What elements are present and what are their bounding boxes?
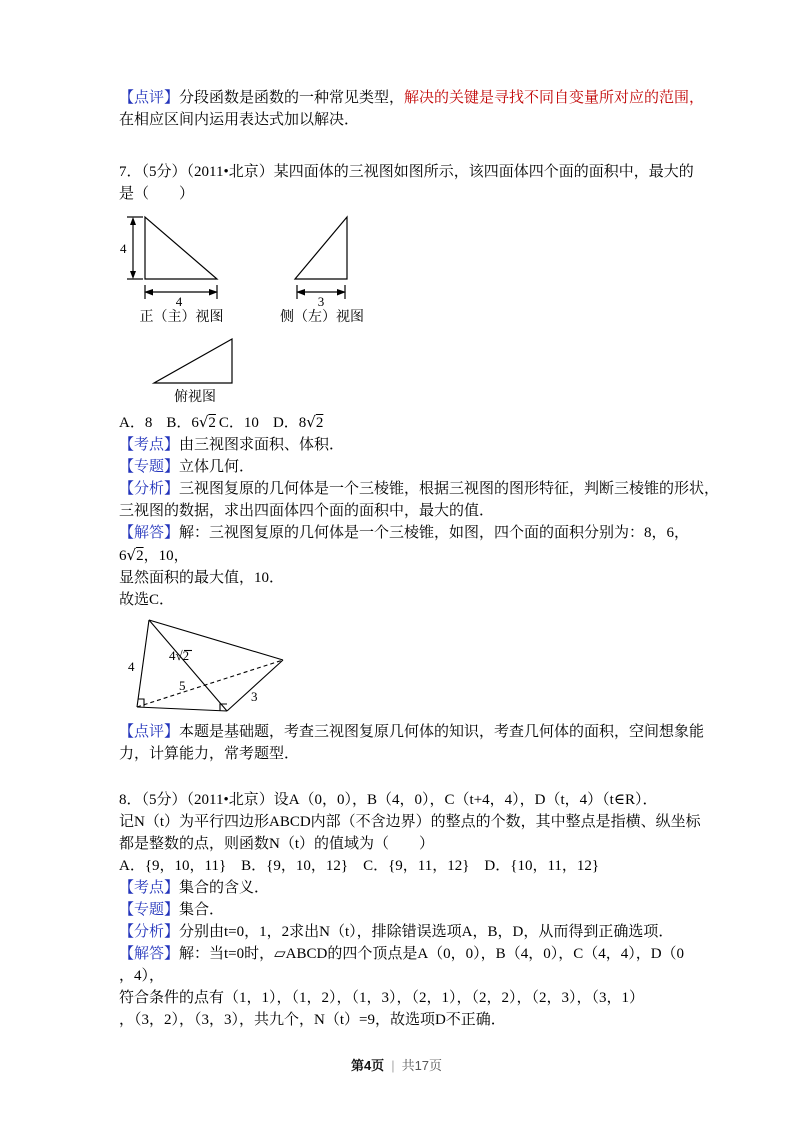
tetra-edge-right-label: 3 [251,689,258,704]
comment-text-highlight: 解决的关键是寻找不同自变量所对应的范围， [404,90,705,106]
zhuanti-tag: 【专题】 [119,459,180,475]
footer-page-number: 第4页 [350,1058,385,1073]
q8-zhuanti [119,899,681,921]
q8-kaodian [119,877,681,899]
q7-stem-line-2: 是（ ） [119,186,195,202]
q7-jieda-line-3: 显然面积的最大值，10． [119,570,285,586]
fenxi-tag: 【分析】 [119,481,180,497]
top-view [147,333,243,407]
q7-jieda-text-1: 解：三视图复原的几何体是一个三棱锥，如图，四个面的面积分别为：8，6， [179,525,690,541]
q7-kaodian [119,434,681,456]
three-view-figures [119,211,681,327]
q7-jieda2-post: ，10， [143,548,189,564]
q7-jieda-line-2 [119,544,681,567]
top-view-label: 俯视图 [174,390,216,405]
page-content [119,87,720,1031]
q7-zhuanti-text: 立体几何． [179,459,255,475]
q8-jieda-line-4: ，（3，2），（3，3），共九个，N（t）=9，故选项D不正确． [119,1012,506,1028]
kaodian-tag: 【考点】 [119,880,180,896]
radical-icon: √ [306,413,316,431]
q7-options [119,411,681,434]
tetrahedron-solution-figure-wrap [127,615,681,719]
q8-jieda-line-1 [119,943,685,965]
footer-total-pages: 共17页 [401,1058,443,1073]
front-view-label: 正（主）视图 [139,310,224,325]
front-width-dim-label: 4 [175,294,183,307]
q7-dianping-line-1 [119,721,705,743]
q7-option-d [273,415,323,431]
q7-fenxi-line-1 [119,478,720,500]
q7-option-c: C．10 [218,415,259,431]
q6-comment-line-1 [119,87,705,109]
kaodian-tag: 【考点】 [119,437,180,453]
question-8 [119,789,701,1031]
q8-jieda-line-2: ，4）， [119,968,165,984]
q7-jieda2-pre: 6 [119,548,127,564]
top-view-figure [150,333,240,387]
q7-fenxi-line-2: 三视图的数据，求出四面体四个面的面积中，最大的值． [119,503,495,519]
q8-fenxi [119,921,681,943]
q7-option-a: A．8 [119,415,153,431]
q7-option-b [166,415,216,431]
q7-dianping-line-2: 力，计算能力，常考题型． [119,746,300,762]
q7-jieda2-radicand: 2 [136,548,144,564]
q7-option-b-radicand: 2 [208,415,216,431]
q7-jieda-line-1 [119,522,690,544]
q8-stem-line-2: 记N（t）为平行四边形ABCD内部（不含边界）的整点的个数，其中整点是指横、纵坐标 [119,814,701,830]
side-view [280,211,364,327]
comment-tag: 【点评】 [119,90,180,106]
question-7 [119,161,720,765]
q7-option-d-text: D．8 [272,415,307,431]
q8-zhuanti-text: 集合． [179,902,225,918]
q7-kaodian-text: 由三视图求面积、体积． [179,437,345,453]
q6-comment-line-2 [119,109,681,131]
comment-text-2: 在相应区间内运用表达式加以解决． [119,112,360,128]
q6-comment-block [119,87,705,131]
tetra-edge-mid-label: 4√2 [169,648,190,663]
q7-option-d-radicand: 2 [315,415,324,431]
q8-stem-line-1: 8．（5分）（2011•北京）设A（0，0），B（4，0），C（t+4，4），D（t，4）（t∈R）． [119,792,658,808]
q7-fenxi-text-1: 三视图复原的几何体是一个三棱锥，根据三视图的图形特征，判断三棱锥的形状， [179,481,720,497]
front-view [119,211,244,327]
radical-icon: √ [198,413,209,431]
front-view-figure [119,211,244,307]
side-view-label: 侧（左）视图 [280,310,364,325]
jieda-tag: 【解答】 [119,525,180,541]
side-view-figure [287,211,357,307]
q8-jieda-text-1: 解：当t=0时，▱ABCD的四个顶点是A（0，0），B（4，0），C（4，4），D（0 [179,946,685,962]
front-height-dim-label: 4 [120,241,127,256]
jieda-tag: 【解答】 [119,946,180,962]
q8-stem-line-3: 都是整数的点，则函数N（t）的值域为（ ） [119,836,435,852]
tetra-edge-hidden-label: 5 [179,678,186,693]
q8-fenxi-text: 分别由t=0，1，2求出N（t），排除错误选项A，B，D，从而得到正确选项． [179,924,674,940]
radical-icon: √ [126,546,137,564]
footer-separator: | [391,1058,395,1073]
q8-jieda-line-3: 符合条件的点有（1，1），（1，2），（1，3），（2，1），（2，2），（2，3），（3，1） [119,990,645,1006]
zhuanti-tag: 【专题】 [119,902,180,918]
fenxi-tag: 【分析】 [119,924,180,940]
q8-kaodian-text: 集合的含义． [179,880,270,896]
q7-zhuanti [119,456,681,478]
q7-jieda-line-4: 故选C． [119,592,175,608]
comment-text-1: 分段函数是函数的一种常见类型， [179,90,405,106]
q7-dianping-text-1: 本题是基础题，考查三视图复原几何体的知识，考查几何体的面积，空间想象能 [179,724,705,740]
page-footer [0,1055,793,1074]
side-width-dim-label: 3 [317,294,325,307]
q8-options: A．{9，10，11} B．{9，10，12} C．{9，11，12} D．{10，11，12} [119,858,600,874]
q7-option-b-text: B．6 [166,415,199,431]
dianping-tag: 【点评】 [119,724,180,740]
q7-stem-line-1: 7．（5分）（2011•北京）某四面体的三视图如图所示，该四面体四个面的面积中，最大的 [119,164,694,180]
tetra-edge-left-label: 4 [128,659,135,674]
tetrahedron-figure [127,615,295,719]
